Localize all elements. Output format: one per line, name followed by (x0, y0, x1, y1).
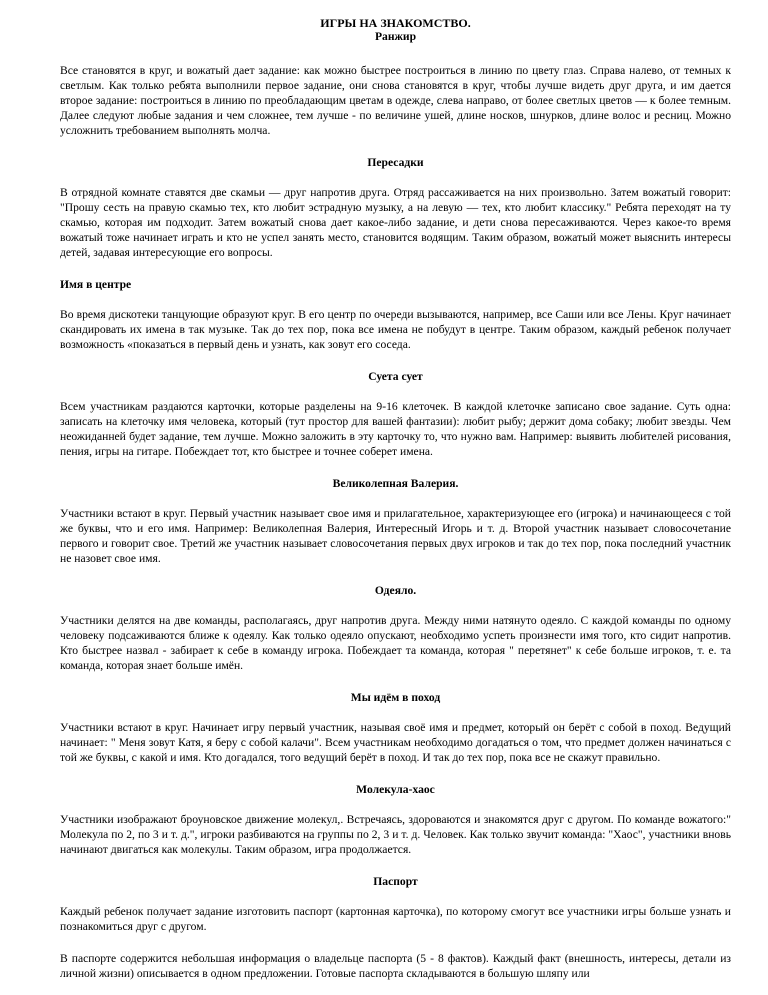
section-paragraph: В паспорте содержится небольшая информация о владельце паспорта (5 - 8 фактов). Каждый факт (внешность, интересы, детали из личной жизни) описывается в одном предложении. Готовые паспорта складываются в большую шляпу или (60, 952, 731, 980)
section-heading-sueta-suet: Суета сует (368, 370, 423, 383)
section-paragraph: Участники встают в круг. Начинает игру первый участник, называя своё имя и предмет, который он берёт с собой в поход. Ведущий начинает: " Меня зовут Катя, я беру с собой калачи". Всем участникам необходимо догадаться о том, что предмет должен начинаться с той же буквы, с какой и имя. Кто догадался, того ведущий берёт в поход. И так до тех пор, пока все не скажут правильно. (60, 721, 731, 764)
section-paragraph: В отрядной комнате ставятся две скамьи — друг напротив друга. Отряд рассаживается на них произвольно. Затем вожатый говорит: "Прошу сесть на правую скамью тех, кто любит эстрадную музыку, а на левую — тех, кто любит классику." Ребята переходят на ту скамью, которая им подходит. Затем вожатый снова дает какое-либо задание, и дети снова пересаживаются. Через какое-то время вожатый тоже начинает играть и кто не успел занять место, становится водящим. Таким образом, вожатый может выяснить интересы детей, задавая интересующие его вопросы. (60, 186, 731, 259)
section-paragraph: Участники делятся на две команды, располагаясь, друг напротив друга. Между ними натянуто одеяло. С каждой команды по одному человеку подсаживаются ближе к одеялу. Как только одеяло опускают, необходимо успеть произнести имя того, кто сидит напротив. Кто быстрее назвал - забирает к себе в команду игрока. Побеждает та команда, которая " перетянет" к себе больше игроков, т. е. та команда, которая знает больше имён. (60, 614, 731, 672)
section-heading-imya-v-centre: Имя в центре (60, 278, 132, 291)
section-heading-molekula-haos: Молекула-хаос (356, 783, 435, 796)
section-paragraph: Во время дискотеки танцующие образуют круг. В его центр по очереди вызываются, например, все Саши или все Лены. Круг начинает скандировать их имена в так музыке. Так до тех пор, пока все имена не побудут в центре. Таким образом, каждый ребенок получает возможность «показаться в первый день и узнать, как зовут его соседа. (60, 308, 731, 351)
section-heading-pasport: Паспорт (373, 875, 418, 888)
section-paragraph: Всем участникам раздаются карточки, которые разделены на 9-16 клеточек. В каждой клеточке записано свое задание. Суть одна: записать на клеточку имя человека, который (тут простор для вашей фантазии): любит рыбу; держит дома собаку; любит звезды. Чем неожиданней будет задание, тем лучше. Можно заложить в эту карточку то, что нужно вам. Например: выявить любителей рисования, пения, игры на гитаре. Побеждает тот, кто быстрее и точнее соберет имена. (60, 400, 731, 458)
section-paragraph: Участники изображают броуновское движение молекул,. Встречаясь, здороваются и знакомятся друг с другом. По команде вожатого:" Молекула по 2, по 3 и т. д.", игроки разбиваются на группы по 2, 3 и т. д. Человек. Как только звучит команда: "Хаос", участники вновь начинают двигаться как молекулы. Таким образом, игра продолжается. (60, 813, 731, 856)
section-paragraph: Участники встают в круг. Первый участник называет свое имя и прилагательное, характеризующее его (игрока) и начинающееся с той же буквы, что и его имя. Например: Великолепная Валерия, Интересный Игорь и т. д. Второй участник называет словосочетание первого и говорит свое. Третий же участник называет словосочетания первых двух игроков и так до тех пор, пока последний участник не назовет свое имя. (60, 507, 731, 565)
section-heading-ranzhir: Ранжир (374, 30, 417, 43)
section-paragraph: Каждый ребенок получает задание изготовить паспорт (картонная карточка), по которому смогут все участники игры больше узнать и познакомиться друг с другом. (60, 905, 731, 933)
section-heading-velikolepnaya-valeriya: Великолепная Валерия. (332, 477, 459, 490)
section-heading-my-idem-v-pohod: Мы идём в поход (350, 691, 441, 704)
section-heading-peresadki: Пересадки (367, 156, 424, 169)
document-page (60, 16, 731, 995)
document-title: ИГРЫ НА ЗНАКОМСТВО. (320, 16, 471, 30)
section-paragraph: Все становятся в круг, и вожатый дает задание: как можно быстрее построиться в линию по цвету глаз. Справа налево, от темных к светлым. Как только ребята выполнили первое задание, они снова становятся в круг, чтобы лучше видеть друг друга, и им дается второе задание: построиться в линию по преобладающим цветам в одежде, слева направо, от более светлых цветов — к более темным. Далее следуют любые задания и чем сложнее, тем лучше - по величине ушей, длине носков, шнурков, длине волос и ресниц. Можно усложнить требованием выполнять молча. (60, 64, 731, 137)
section-heading-odeyalo: Одеяло. (374, 584, 417, 597)
